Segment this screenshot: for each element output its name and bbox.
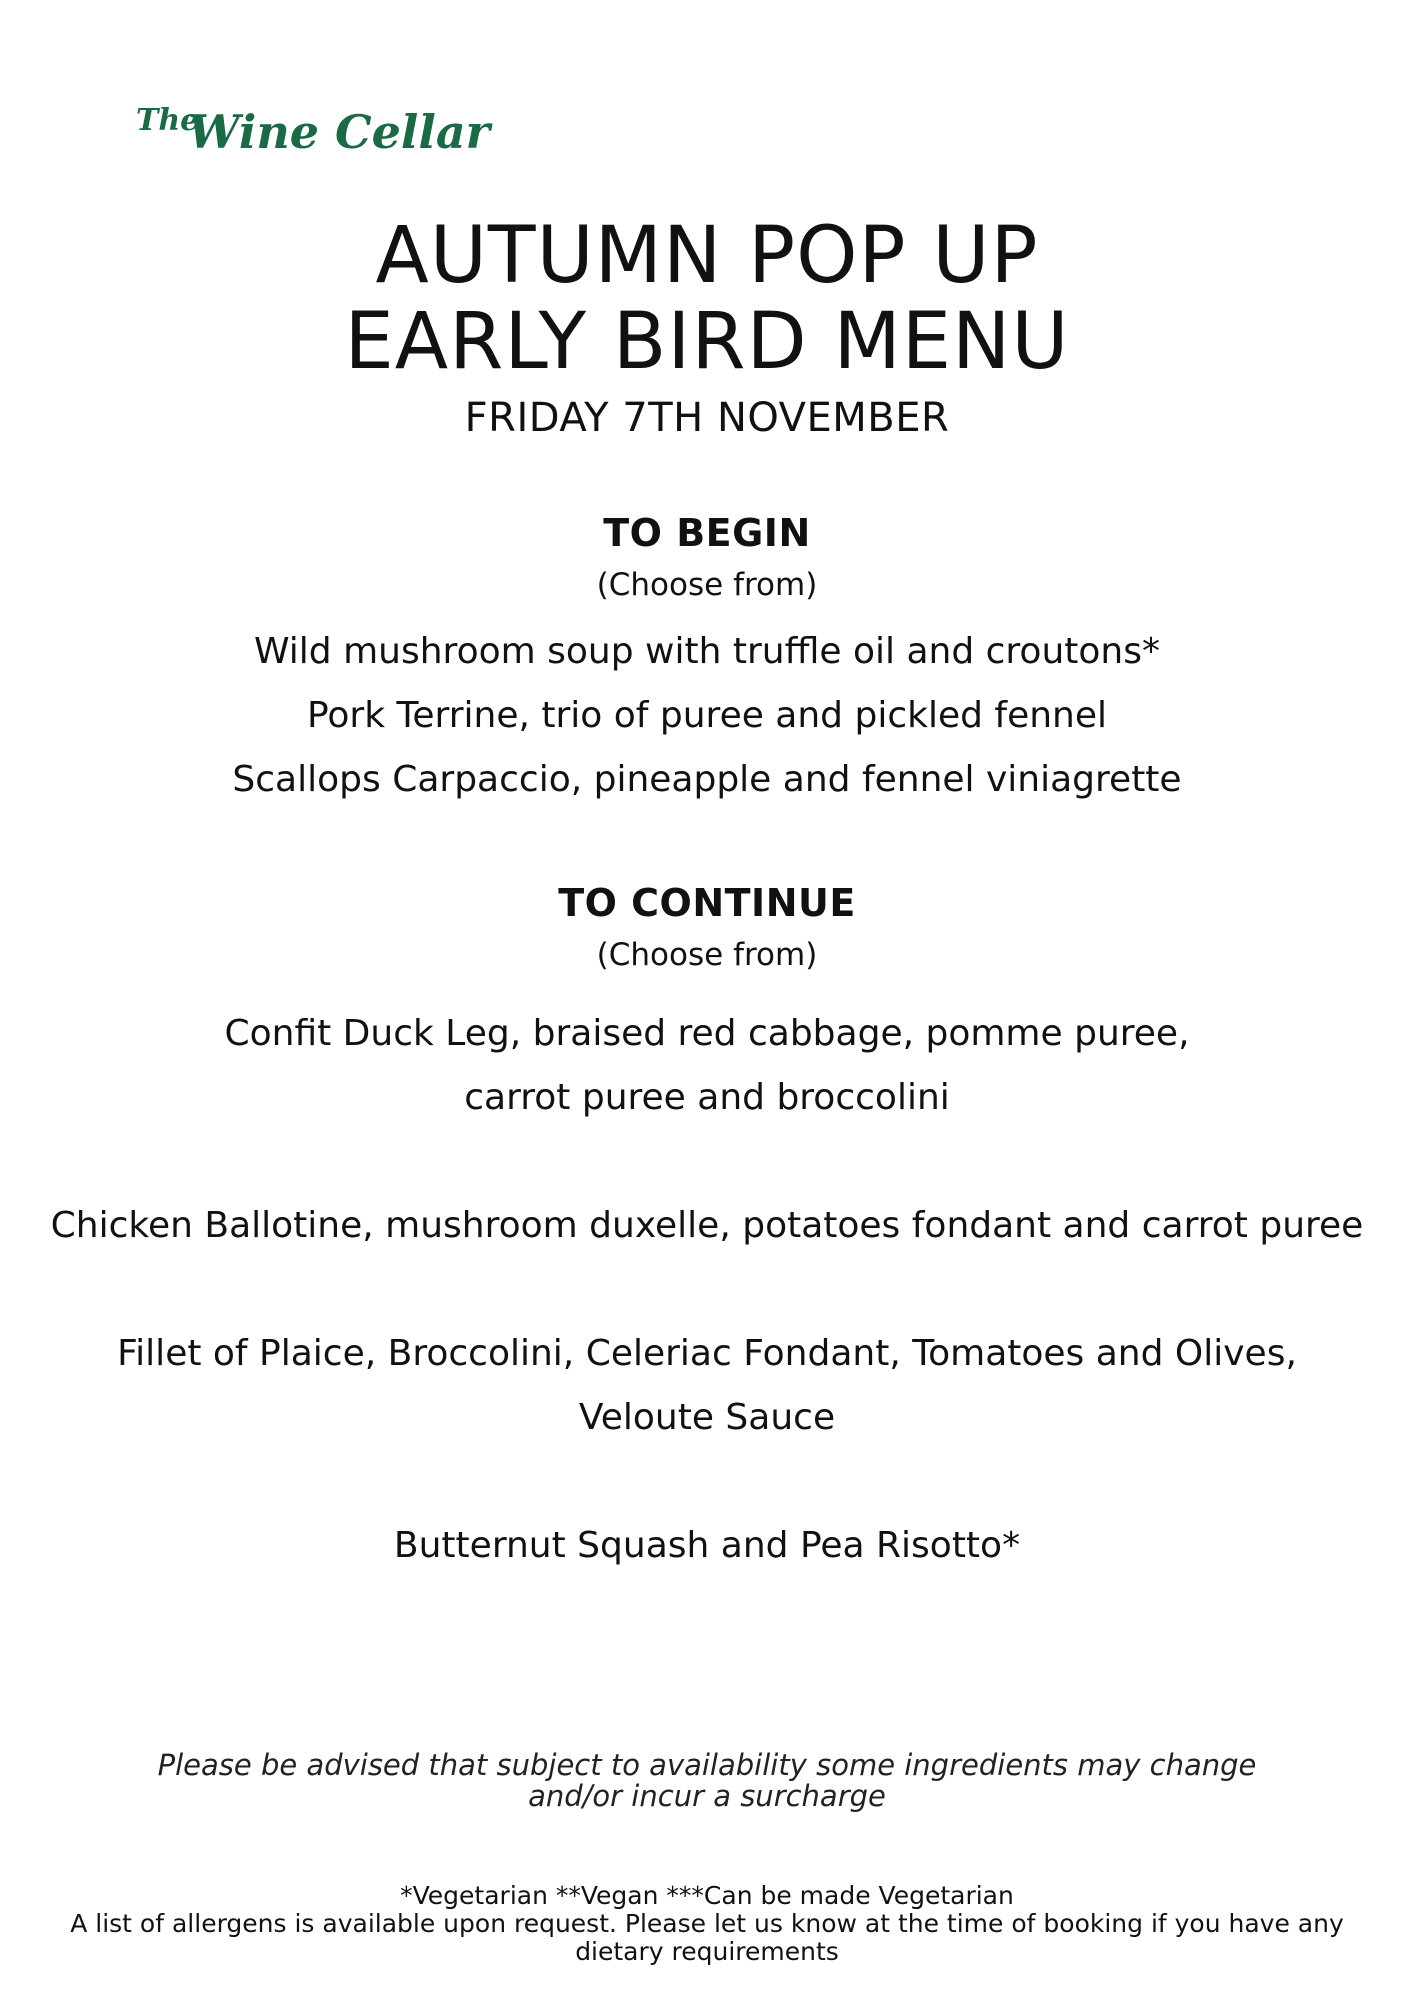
dietary-legend: *Vegetarian **Vegan ***Can be made Vegetarian (400, 1881, 1014, 1910)
logo-text-wine-cellar: Wine Cellar (188, 105, 490, 159)
logo-graphic (134, 86, 490, 196)
availability-note-line-2: and/or incur a surcharge (528, 1779, 886, 1813)
menu-item: Fillet of Plaice, Broccolini, Celeriac Fondant, Tomatoes and Olives, (117, 1333, 1297, 1374)
wine-cellar-logo (134, 86, 490, 196)
section-heading-to-continue: TO CONTINUE (558, 881, 856, 925)
choose-from-label: (Choose from) (596, 937, 818, 973)
menu-title-line-1: AUTUMN POP UP (375, 211, 1039, 301)
availability-note-line-1: Please be advised that subject to availability some ingredients may change (157, 1748, 1257, 1782)
menu-item: Butternut Squash and Pea Risotto* (393, 1525, 1021, 1566)
menu-item: Scallops Carpaccio, pineapple and fennel viniagrette (232, 759, 1182, 800)
menu-title-line-2: EARLY BIRD MENU (344, 297, 1070, 387)
logo-text-the: The (136, 103, 200, 138)
allergens-note-line-1: A list of allergens is available upon request. Please let us know at the time of booking if you have any (70, 1909, 1344, 1938)
choose-from-label: (Choose from) (596, 567, 818, 603)
allergens-note-line-2: dietary requirements (575, 1937, 839, 1966)
menu-item: Pork Terrine, trio of puree and pickled fennel (306, 695, 1108, 736)
menu-item: Wild mushroom soup with truffle oil and croutons* (254, 631, 1160, 672)
menu-item: Chicken Ballotine, mushroom duxelle, potatoes fondant and carrot puree (50, 1205, 1364, 1246)
menu-item: Confit Duck Leg, braised red cabbage, pomme puree, (224, 1013, 1190, 1054)
menu-date: FRIDAY 7TH NOVEMBER (464, 395, 950, 441)
menu-item: Veloute Sauce (578, 1397, 836, 1438)
menu-item: carrot puree and broccolini (464, 1077, 950, 1118)
section-heading-to-begin: TO BEGIN (603, 511, 811, 555)
